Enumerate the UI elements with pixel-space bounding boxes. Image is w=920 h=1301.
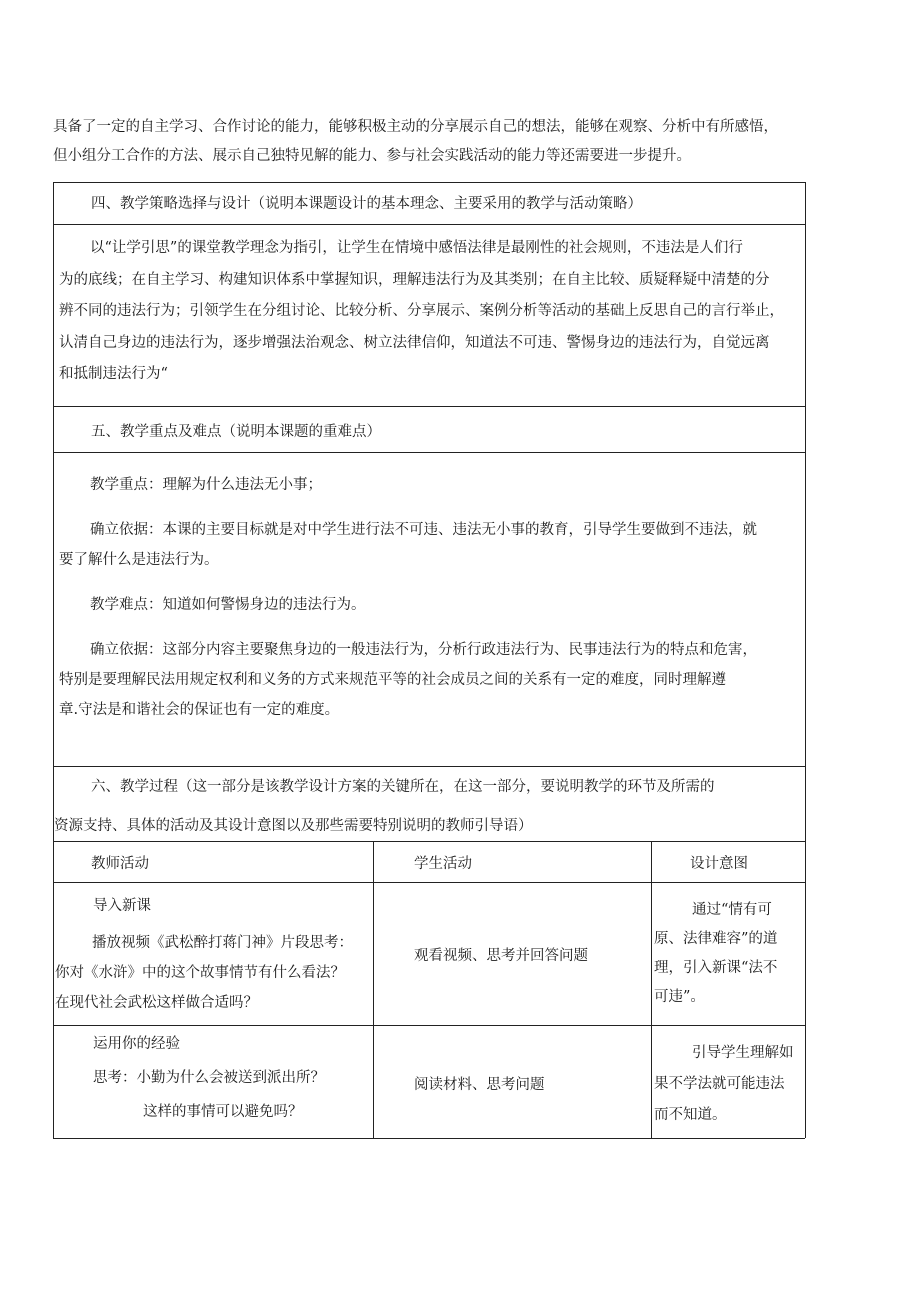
cell-line: 导入新课 [93, 898, 151, 914]
cell-line: 果不学法就可能违法 [654, 1076, 785, 1092]
intro-paragraph [53, 113, 813, 171]
section-6-heading-line: 六、教学过程（这一部分是该教学设计方案的关键所在，在这一部分，要说明教学的环节及所需的 [91, 779, 715, 795]
section-4-heading: 四、教学策略选择与设计（说明本课题设计的基本理念、主要采用的教学与活动策略） [91, 196, 642, 212]
cell-line: 思考：小勤为什么会被送到派出所？ [93, 1070, 325, 1086]
section-6-heading-line: 资源支持、具体的活动及其设计意图以及那些需要特别说明的教师引导语） [54, 818, 533, 834]
table-row-2-student: 阅读材料、思考问题 [414, 1077, 545, 1093]
cell-line: 可违”。 [654, 989, 705, 1005]
difficulty-point: 教学难点：知道如何警惕身边的违法行为。 [90, 597, 366, 613]
table-row-2-intent [654, 1038, 794, 1131]
column-divider [373, 841, 374, 1138]
divider [53, 182, 805, 183]
section-4-body [53, 233, 805, 391]
basis-line: 确立依据：本课的主要目标就是对中学生进行法不可违、违法无小事的教育，引导学生要做到不违法，就 [90, 522, 757, 538]
cell-line: 理，引入新课“法不 [654, 960, 778, 976]
cell-line: 这样的事情可以避免吗？ [143, 1104, 303, 1120]
cell-line: 播放视频《武松醉打蒋门神》片段思考： [92, 935, 353, 951]
divider [53, 841, 805, 842]
section-4-line: 以“让学引思”的课堂教学理念为指引，让学生在情境中感悟法律是最刚性的社会规则，不违法是人们行 [90, 240, 743, 256]
cell-line: 通过“情有可 [692, 902, 772, 918]
intro-line: 具备了一定的自主学习、合作讨论的能力，能够积极主动的分享展示自己的想法，能够在观察、分析中有所感悟， [53, 119, 778, 135]
divider [53, 766, 805, 767]
table-header-intent: 设计意图 [690, 856, 748, 872]
divider [53, 224, 805, 225]
section-5-body [53, 470, 805, 725]
cell-line: 你对《水浒》中的这个故事情节有什么看法？ [55, 965, 345, 981]
basis-line: 确立依据：这部分内容主要聚焦身边的一般违法行为，分析行政违法行为、民事违法行为的特点和危害， [90, 642, 757, 658]
table-row-1-intent [654, 896, 777, 1012]
basis-line: 特别是要理解民法用规定权利和义务的方式来规范平等的社会成员之间的关系有一定的难度，同时理解遵 [59, 672, 726, 688]
section-5-heading: 五、教学重点及难点（说明本课题的重难点） [91, 424, 381, 440]
table-row-1-student: 观看视频、思考并回答问题 [414, 948, 588, 964]
table-row-1-teacher [93, 892, 151, 920]
section-4-line: 为的底线；在自主学习、构建知识体系中掌握知识，理解违法行为及其类别；在自主比较、质疑释疑中清楚的分 [59, 271, 770, 288]
divider [53, 452, 805, 453]
cell-line: 引导学生理解如 [692, 1045, 794, 1061]
cell-line: 而不知道。 [654, 1107, 727, 1123]
section-4-line: 认清自己身边的违法行为，逐步增强法治观念、树立法律信仰，知道法不可违、警惕身边的违法行为，自觉远离 [59, 334, 770, 351]
divider [53, 1025, 805, 1026]
key-point: 教学重点：理解为什么违法无小事； [90, 477, 322, 493]
section-4-line: 和抵制违法行为“ [59, 366, 168, 382]
cell-line: 原、法律难容”的道 [654, 931, 778, 947]
table-row-2-teacher [93, 1027, 325, 1129]
divider [53, 406, 805, 407]
table-header-teacher: 教师活动 [91, 856, 149, 872]
divider [53, 1138, 805, 1139]
table-border-right [805, 182, 806, 1138]
cell-line: 在现代社会武松这样做合适吗？ [55, 995, 258, 1011]
basis-line: 要了解什么是违法行为。 [59, 552, 219, 568]
divider [53, 882, 805, 883]
table-row-1-teacher-body [55, 928, 353, 1018]
table-header-student: 学生活动 [414, 856, 472, 872]
intro-line: 但小组分工合作的方法、展示自己独特见解的能力、参与社会实践活动的能力等还需要进一步提升。 [53, 148, 691, 164]
basis-line: 章.守法是和谐社会的保证也有一定的难度。 [59, 702, 340, 718]
section-4-line: 辨不同的违法行为；引领学生在分组讨论、比较分析、分享展示、案例分析等活动的基础上反思自己的言行举止， [59, 303, 784, 319]
column-divider [651, 841, 652, 1138]
cell-line: 运用你的经验 [93, 1036, 180, 1052]
